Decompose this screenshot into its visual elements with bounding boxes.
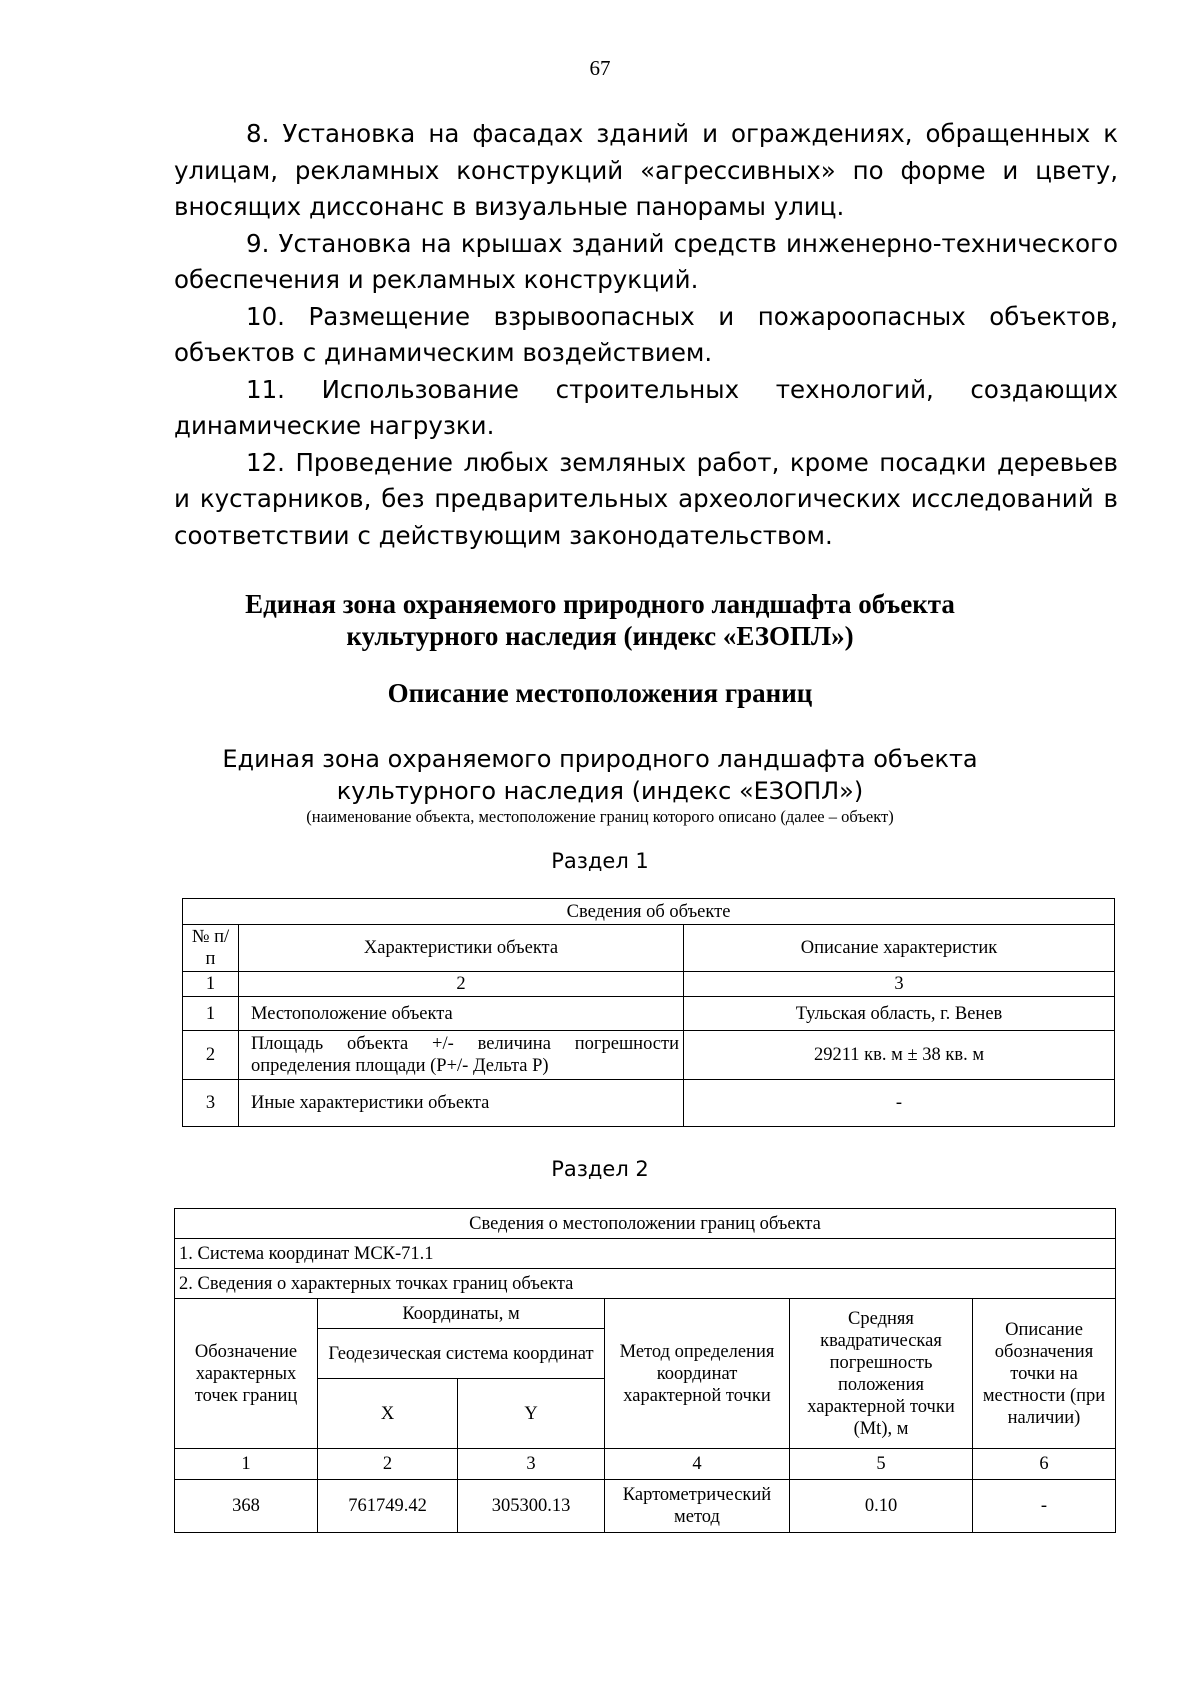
column-number-5: 5 <box>790 1449 973 1480</box>
row-characteristic: Иные характеристики объекта <box>239 1080 684 1127</box>
row-characteristic: Площадь объекта +/- величина погрешности определения площади (P+/- Дельта P) <box>239 1031 684 1080</box>
zone-heading <box>0 588 1200 652</box>
table-row <box>183 1080 1115 1127</box>
section2-table-title: Сведения о местоположении границ объекта <box>175 1209 1116 1239</box>
section1-table <box>182 898 1115 1127</box>
row-y: 305300.13 <box>458 1480 605 1533</box>
column-number-6: 6 <box>973 1449 1116 1480</box>
coordinate-system: 1. Система координат МСК-71.1 <box>175 1239 1116 1269</box>
object-name-line1: Единая зона охраняемого природного ландшафта объекта <box>222 745 978 773</box>
header-point-description: Описание обозначения точки на местности (при наличии) <box>973 1299 1116 1449</box>
section2-label: Раздел 2 <box>551 1157 649 1181</box>
header-coordinates: Координаты, м <box>318 1299 605 1329</box>
row-mean-error: 0.10 <box>790 1480 973 1533</box>
column-number-1: 1 <box>175 1449 318 1480</box>
column-number-2: 2 <box>239 972 684 997</box>
row-point: 368 <box>175 1480 318 1533</box>
table-row <box>183 1031 1115 1080</box>
zone-heading-line2: культурного наследия (индекс «ЕЗОПЛ») <box>346 621 854 651</box>
header-description: Описание характеристик <box>684 925 1115 972</box>
column-number-4: 4 <box>605 1449 790 1480</box>
paragraph-10: 10. Размещение взрывоопасных и пожароопасных объектов, объектов с динамическим воздействием. <box>174 301 1118 367</box>
column-number-3: 3 <box>458 1449 605 1480</box>
object-name-note: (наименование объекта, местоположение границ которого описано (далее – объект) <box>306 807 894 826</box>
header-method: Метод определения координат характерной точки <box>605 1299 790 1449</box>
object-name-line2: культурного наследия (индекс «ЕЗОПЛ») <box>336 777 864 805</box>
section1-label: Раздел 1 <box>551 849 649 873</box>
table-row <box>175 1480 1116 1533</box>
paragraph-8: 8. Установка на фасадах зданий и ограждениях, обращенных к улицам, рекламных конструкций «агрессивных» по форме и цвету, вносящих диссонанс в визуальные панорамы улиц. <box>174 119 1118 221</box>
zone-heading-line1: Единая зона охраняемого природного ландшафта объекта <box>245 589 955 619</box>
page-number: 67 <box>589 56 611 80</box>
header-number: № п/п <box>183 925 239 972</box>
paragraph-12: 12. Проведение любых земляных работ, кроме посадки деревьев и кустарников, без предварительных археологических исследований в соответствии с действующим законодательством. <box>174 447 1118 550</box>
paragraph-9: 9. Установка на крышах зданий средств инженерно-технического обеспечения и рекламных конструкций. <box>174 228 1118 294</box>
points-heading: 2. Сведения о характерных точках границ объекта <box>175 1269 1116 1299</box>
row-number: 1 <box>183 997 239 1031</box>
object-name-block <box>0 743 1200 827</box>
row-number: 3 <box>183 1080 239 1127</box>
paragraph-11: 11. Использование строительных технологий, создающих динамические нагрузки. <box>174 374 1118 440</box>
row-description: 29211 кв. м ± 38 кв. м <box>684 1031 1115 1080</box>
row-point-description: - <box>973 1480 1116 1533</box>
row-method: Картометрический метод <box>605 1480 790 1533</box>
header-characteristic: Характеристики объекта <box>239 925 684 972</box>
row-x: 761749.42 <box>318 1480 458 1533</box>
row-description: Тульская область, г. Венев <box>684 997 1115 1031</box>
section2-table <box>174 1208 1116 1533</box>
header-x: X <box>318 1379 458 1449</box>
header-point-designation: Обозначение характерных точек границ <box>175 1299 318 1449</box>
restrictions-list <box>174 116 1118 554</box>
row-description: - <box>684 1080 1115 1127</box>
row-characteristic: Местоположение объекта <box>239 997 684 1031</box>
header-y: Y <box>458 1379 605 1449</box>
header-mean-error: Средняя квадратическая погрешность положения характерной точки (Mt), м <box>790 1299 973 1449</box>
section1-table-title: Сведения об объекте <box>183 899 1115 925</box>
column-number-1: 1 <box>183 972 239 997</box>
header-geodetic-system: Геодезическая система координат <box>318 1329 605 1379</box>
row-number: 2 <box>183 1031 239 1080</box>
table-row <box>183 997 1115 1031</box>
description-heading: Описание местоположения границ <box>387 678 813 708</box>
column-number-3: 3 <box>684 972 1115 997</box>
column-number-2: 2 <box>318 1449 458 1480</box>
